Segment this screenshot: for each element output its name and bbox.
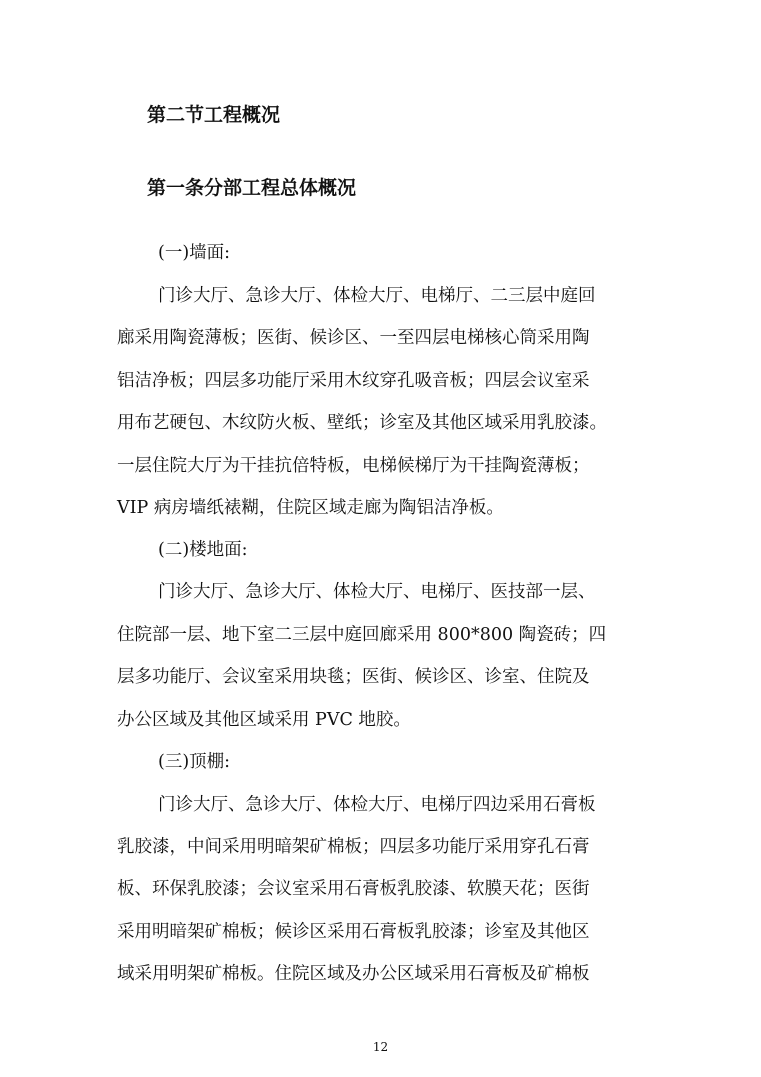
floor-line-3: 层多功能厅、会议室采用块毯；医街、候诊区、诊室、住院及: [117, 667, 590, 687]
wall-line-6: VIP 病房墙纸裱糊，住院区域走廊为陶铝洁净板。: [117, 498, 504, 518]
ceiling-line-5: 域采用明架矿棉板。住院区域及办公区域采用石膏板及矿棉板: [117, 964, 590, 984]
wall-line-3: 铝洁净板；四层多功能厅采用木纹穿孔吸音板；四层会议室采: [117, 371, 590, 391]
wall-line-4: 用布艺硬包、木纹防火板、壁纸；诊室及其他区域采用乳胶漆。: [117, 413, 607, 433]
floor-line-1: 门诊大厅、急诊大厅、体检大厅、电梯厅、医技部一层、: [158, 582, 596, 602]
section-heading: 第二节工程概况: [147, 104, 281, 126]
wall-line-5: 一层住院大厅为干挂抗倍特板，电梯候梯厅为干挂陶瓷薄板；: [117, 456, 590, 476]
ceiling-line-2: 乳胶漆，中间采用明暗架矿棉板；四层多功能厅采用穿孔石膏: [117, 837, 590, 857]
page-number: 12: [372, 1040, 389, 1054]
wall-line-1: 门诊大厅、急诊大厅、体检大厅、电梯厅、二三层中庭回: [158, 286, 596, 306]
ceiling-label: (三)顶棚:: [158, 752, 231, 772]
article-heading: 第一条分部工程总体概况: [147, 177, 357, 199]
ceiling-line-3: 板、环保乳胶漆；会议室采用石膏板乳胶漆、软膜天花；医街: [117, 879, 590, 899]
floor-line-2: 住院部一层、地下室二三层中庭回廊采用 800*800 陶瓷砖；四: [117, 625, 607, 645]
wall-line-2: 廊采用陶瓷薄板；医街、候诊区、一至四层电梯核心筒采用陶: [117, 328, 590, 348]
floor-line-4: 办公区域及其他区域采用 PVC 地胶。: [117, 710, 411, 730]
ceiling-line-1: 门诊大厅、急诊大厅、体检大厅、电梯厅四边采用石膏板: [158, 795, 596, 815]
ceiling-line-4: 采用明暗架矿棉板；候诊区采用石膏板乳胶漆；诊室及其他区: [117, 922, 590, 942]
wall-label: (一)墙面:: [158, 243, 231, 263]
floor-label: (二)楼地面:: [158, 540, 248, 560]
